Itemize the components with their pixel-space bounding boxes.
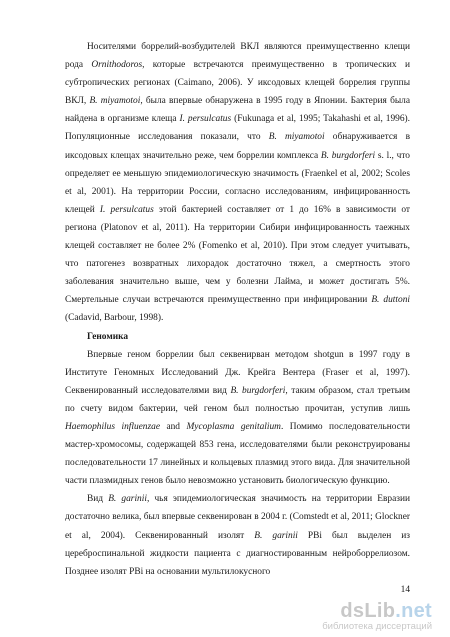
paragraph-3 [65,490,410,580]
text-run: Вид [87,494,109,505]
italic-term: B. burgdorferi [230,385,286,396]
italic-term: B. burgdorferi [320,150,376,161]
body-text [65,38,410,581]
italic-term: B. duttoni [371,295,410,306]
text-run: and [160,421,187,432]
text-run: , чья эпидемиологическая значимость на территории Евразии достаточно велика, был впервые секвенирован в 2004 г. (Comstedt et al, 2011; Glockner et al, 2004). Секвенированный изолят [65,494,410,541]
italic-term: B. garinii [108,494,147,505]
text-run: , таким образом, стал третьим по счету видом бактерии, чей геном был полностью прочитан, уступив лишь [65,385,411,414]
text-run: Впервые геном боррелии был секвенирван методом shotgun в 1997 году в Институте Геномных Исследований Дж. Крейга Вентера (Fraser et al, 1997). Секвенированный исследователями вид [65,349,410,396]
paragraph-1 [65,38,410,328]
text-run: PBi был выделен из цереброспинальной жидкости пациента с диагностированным нейроборрелиозом. Позднее изолят PBi на основании мультилокусного [65,530,410,577]
text-run: , была впервые обнаружена в 1995 году в Японии. Бактерия была найдена в организме клеща [65,96,410,125]
watermark-logo [292,601,432,621]
italic-term: I. persulcatus [179,114,232,125]
section-heading: Геномика [87,331,129,342]
text-run: обнаруживается в иксодовых клещах значительно реже, чем боррелии комплекса [65,132,410,161]
italic-term: B. miyamotoi [268,132,325,143]
italic-term: Mycoplasma genitalium [186,421,281,432]
text-run: s. l., что определяет ее меньшую эпидемиологическую значимость (Fraenkel et al, 2002; Scoles et al, 2001). На территории России, согласно исследованиям, инфицированность клещей [65,150,410,215]
text-run: (Cadavid, Barbour, 1998). [65,313,164,324]
watermark-logo-main: dsLib [340,600,396,622]
italic-term: Haemophilus influenzae [65,421,160,432]
watermark-subtitle: библиотека диссертаций [322,621,432,632]
italic-term: B. garinii [254,530,298,541]
text-run: (Fukunaga et al, 1995; Takahashi et al, 1996). Популяционные исследования показали, что [65,114,410,143]
page-number: 14 [400,585,410,595]
watermark-logo-tld: .net [395,600,432,622]
italic-term: I. persulcatus [99,204,154,215]
text-run: Носителями боррелий-возбудителей ВКЛ являются преимущественно клещи рода [65,42,410,71]
paragraph-2 [65,346,410,491]
text-run: . Помимо последовательности мастер-хромосомы, содержащей 853 гена, исследователями были реконструированы последовательности 17 линейных и кольцевых плазмид этого вида. Для значительной части плазмидных генов было невозможно установить биологическую функцию. [65,421,410,487]
italic-term: Ornithodoros [91,60,143,71]
text-run: , которые встречаются преимущественно в тропических и субтропических регионах (Caimano, 2006). У иксодовых клещей боррелия группы ВКЛ, [65,60,410,107]
italic-term: B. miyamotoi [89,96,141,107]
watermark [292,601,432,635]
text-run: этой бактерией составляет от 1 до 16% в зависимости от региона (Platonov et al, 2011). На территории Сибири инфицированность таежных клещей составляет не более 2% (Fomenko et al, 2010). При этом следует учитывать, что патогенез возвратных лихорадок достаточно тяжел, а смертность этого заболевания значительно выше, чем у болезни Лайма, и может достигать 5%. Смертельные случаи встречаются преимущественно при инфицировании [65,204,410,306]
